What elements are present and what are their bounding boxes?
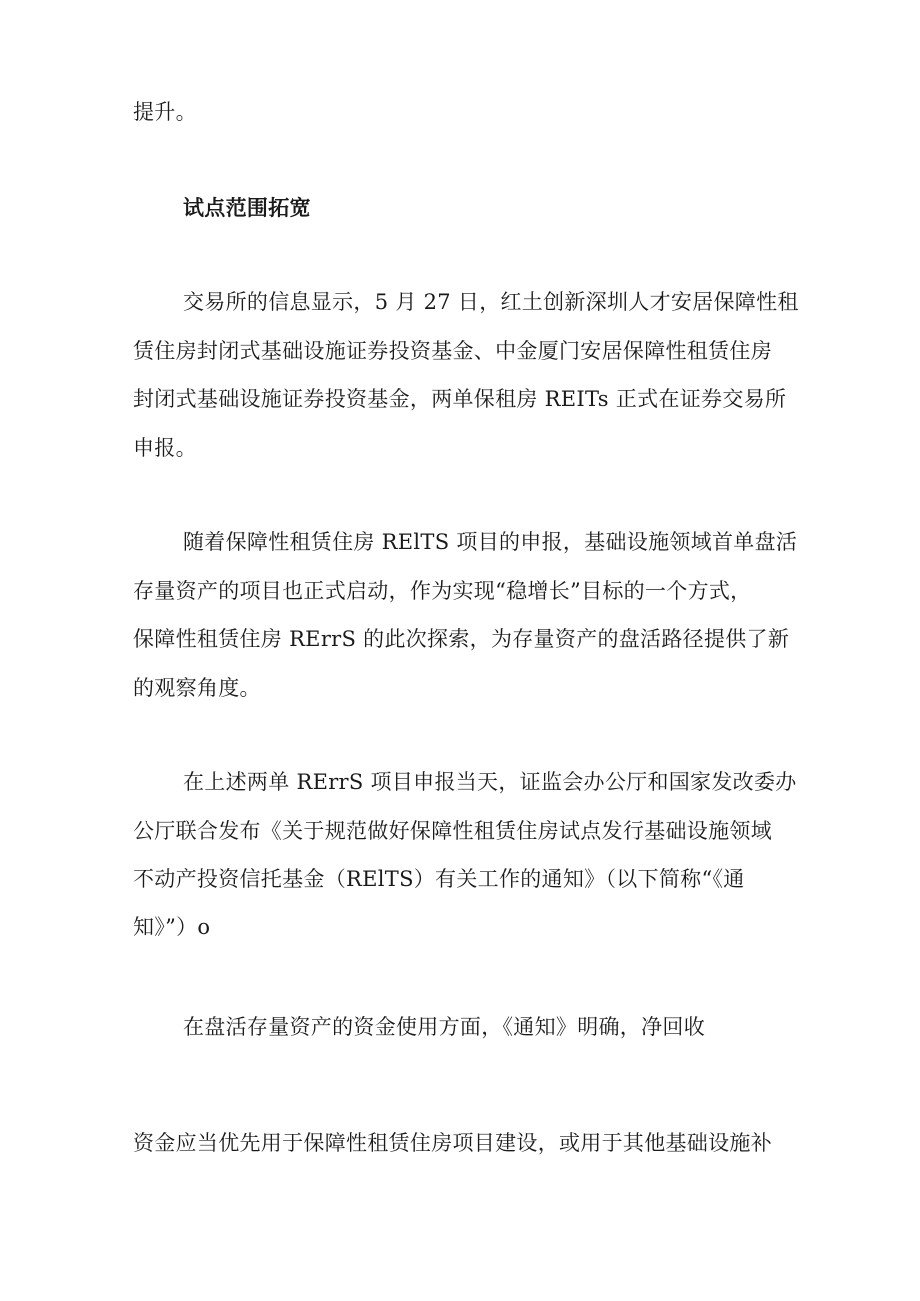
text-line: 交易所的信息显示，5 月 27 日，红土创新深圳人才安居保障性租 — [183, 290, 799, 314]
text-line: 在盘活存量资产的资金使用方面，《通知》明确，净回收 — [183, 1015, 705, 1039]
text-line: 知》”）o — [133, 915, 211, 939]
text-line: 不动产投资信托基金（RElTS）有关工作的通知》（以下简称“《通 — [133, 867, 745, 891]
text-line: 存量资产的项目也正式启动，作为实现“稳增长”目标的一个方式， — [133, 579, 752, 603]
text-line: 封闭式基础设施证券投资基金，两单保租房 REITs 正式在证券交易所 — [133, 387, 787, 411]
text-line: 保障性租赁住房 RErrS 的此次探索，为存量资产的盘活路径提供了新 — [133, 627, 790, 651]
text-line: 赁住房封闭式基础设施证券投资基金、中金厦门安居保障性租赁住房 — [133, 339, 772, 363]
section-heading: 试点范围拓宽 — [183, 196, 311, 220]
text-line: 公厅联合发布《关于规范做好保障性租赁住房试点发行基础设施领域 — [133, 819, 772, 843]
text-line: 申报。 — [133, 436, 197, 460]
text-line: 随着保障性租赁住房 RElTS 项目的申报，基础设施领域首单盘活 — [183, 530, 798, 554]
text-line: 资金应当优先用于保障性租赁住房项目建设，或用于其他基础设施补 — [133, 1131, 772, 1155]
text-line: 的观察角度。 — [133, 676, 261, 700]
text-line: 在上述两单 RErrS 项目申报当天，证监会办公厅和国家发改委办 — [183, 770, 797, 794]
text-line: 提升。 — [133, 100, 197, 124]
